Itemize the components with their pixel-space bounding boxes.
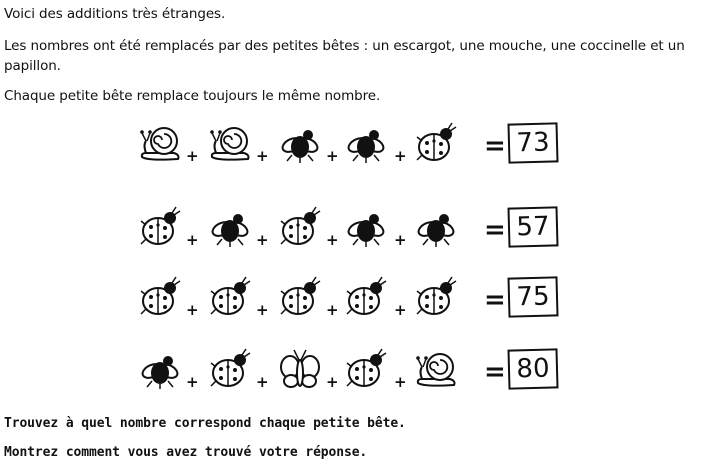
ladybug-icon (414, 121, 458, 165)
intro-line-3: Chaque petite bête remplace toujours le même nombre. (4, 88, 381, 104)
plus-sign: + (326, 373, 339, 391)
question-1: Trouvez à quel nombre correspond chaque petite bête. (4, 416, 406, 431)
snail-icon (208, 121, 252, 165)
total-box: 80 (507, 348, 558, 389)
fly-icon (414, 205, 458, 249)
fly-icon (344, 205, 388, 249)
fly-icon (344, 121, 388, 165)
plus-sign: + (186, 147, 199, 165)
total-box: 75 (507, 276, 558, 317)
equation-row (138, 115, 568, 175)
ladybug-icon (138, 275, 182, 319)
ladybug-icon (344, 347, 388, 391)
plus-sign: + (394, 147, 407, 165)
plus-sign: + (326, 231, 339, 249)
equation-row (138, 199, 568, 259)
equals-sign: = (484, 285, 506, 315)
intro-line-1: Voici des additions très étranges. (4, 6, 226, 22)
plus-sign: + (256, 301, 269, 319)
plus-sign: + (256, 147, 269, 165)
plus-sign: + (394, 231, 407, 249)
plus-sign: + (186, 373, 199, 391)
total-box: 73 (507, 122, 558, 163)
ladybug-icon (344, 275, 388, 319)
fly-icon (138, 347, 182, 391)
plus-sign: + (186, 301, 199, 319)
ladybug-icon (208, 275, 252, 319)
equation-row (138, 341, 568, 401)
plus-sign: + (326, 301, 339, 319)
plus-sign: + (186, 231, 199, 249)
fly-icon (208, 205, 252, 249)
plus-sign: + (256, 231, 269, 249)
intro-line-2: Les nombres ont été remplacés par des petites bêtes : un escargot, une mouche, une coccinelle et un papillon. (4, 38, 685, 74)
plus-sign: + (256, 373, 269, 391)
ladybug-icon (414, 275, 458, 319)
plus-sign: + (326, 147, 339, 165)
equals-sign: = (484, 131, 506, 161)
ladybug-icon (278, 205, 322, 249)
equation-row (138, 269, 568, 329)
butterfly-icon (278, 347, 322, 391)
plus-sign: + (394, 301, 407, 319)
equals-sign: = (484, 357, 506, 387)
fly-icon (278, 121, 322, 165)
snail-icon (138, 121, 182, 165)
total-box: 57 (507, 206, 558, 247)
plus-sign: + (394, 373, 407, 391)
snail-icon (414, 347, 458, 391)
ladybug-icon (138, 205, 182, 249)
question-2: Montrez comment vous avez trouvé votre réponse. (4, 445, 368, 460)
bug-addition-puzzle (138, 115, 568, 405)
equals-sign: = (484, 215, 506, 245)
ladybug-icon (208, 347, 252, 391)
ladybug-icon (278, 275, 322, 319)
